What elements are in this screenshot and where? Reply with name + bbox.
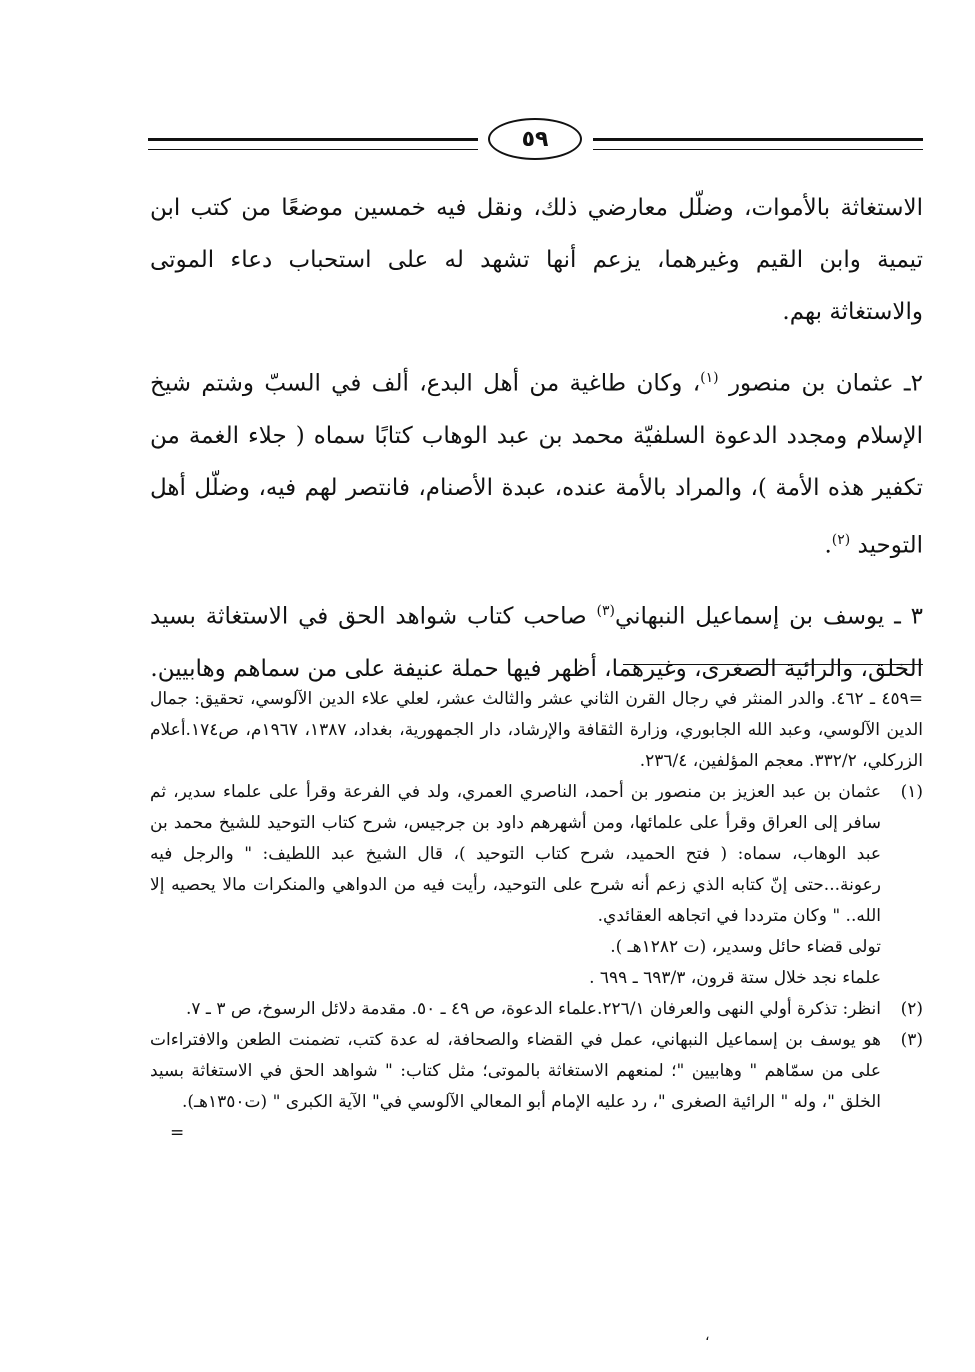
continuation-mark: = bbox=[170, 1123, 185, 1143]
footnote-separator bbox=[623, 664, 923, 665]
paragraph-3-part-b: صاحب كتاب شواهد الحق في الاستغاثة بسيد الخلق، والرائية الصغرى، وغيرهما، أظهر فيها حملة عنيفة على من سماهم وهابيين. bbox=[150, 603, 923, 682]
footnote-2-text: انظر: تذكرة أولي النهى والعرفان ٢٢٦/١.علماء الدعوة، ص ٤٩ ـ ٥٠. مقدمة دلائل الرسوخ، ص ٣ ـ ٧. bbox=[185, 999, 881, 1019]
paragraph-2-part-c: . bbox=[824, 532, 832, 559]
paragraph-1: الاستغاثة بالأموات، وضلّل معارضي ذلك، ونقل فيه خمسين موضعًا من كتب ابن تيمية وابن القيم وغيرهما، يزعم أنها تشهد له على استحباب دعاء الموتى والاستغاثة بهم. bbox=[150, 195, 923, 325]
footnote-3 bbox=[150, 1025, 923, 1118]
page-number-badge bbox=[488, 118, 582, 160]
header-rule-right bbox=[593, 138, 923, 150]
footnote-1-line-2: تولى قضاء حائل وسدير، (ت ١٢٨٢هـ ). bbox=[610, 937, 881, 957]
page-number: ٥٩ bbox=[521, 126, 549, 152]
paragraph-2-part-b: ، وكان طاغية من أهل البدع، ألف في السبّ وشتم شيخ الإسلام ومجدد الدعوة السلفيّة محمد بن عبد الوهاب كتابًا سماه ( جلاء الغمة من تكفير هذه الأمة )، والمراد بالأمة عنده، عبدة الأصنام، فانتصر لهم فيه، وضلّل أهل التوحيد bbox=[150, 370, 923, 559]
paragraph-3 bbox=[150, 585, 923, 695]
header-rule-left bbox=[148, 138, 478, 150]
paragraph-2-part-a: ٢ـ عثمان بن منصور bbox=[718, 370, 923, 397]
footnote-1-text: عثمان بن عبد العزيز بن منصور بن أحمد، الناصري العمري، ولد في الفرعة وقرأ على علماء سدير، ثم سافر إلى العراق وقرأ على علمائها، ومن أشهرهم داود بن جرجيس، شرح كتاب التوحيد للشيخ محمد بن عبد الوهاب، سماه: ( فتح الحميد، شرح كتاب التوحيد )، قال الشيخ عبد اللطيف: " والرجل فيه رعونة...حتى إنّ كتابه الذي زعم أنه شرح على التوحيد، رأيت فيه من الدواهي والمنكرات مالا يحصيه إلا الله.. " وكان مترددا في اتجاهه العقائدي. bbox=[150, 782, 881, 926]
footnote-2-number: (٢) bbox=[900, 999, 923, 1019]
footnote-3-text: هو يوسف بن إسماعيل النبهاني، عمل في القضاء والصحافة، له عدة كتب، تضمنت الطعن والافتراءات على من سمّاهم " وهابيين "؛ لمنعهم الاستغاثة بالموتى؛ مثل كتاب: " شواهد الحق في الاستغاثة بسيد الخلق "، وله " الرائية الصغرى "، رد عليه الإمام أبو المعالي الآلوسي في" الآية الكبرى " (ت١٣٥٠هـ). bbox=[150, 1030, 881, 1112]
footnote-2 bbox=[150, 994, 923, 1025]
footnote-1-line-3: علماء نجد خلال ستة قرون، ٦٩٣/٣ ـ ٦٩٩ . bbox=[589, 968, 881, 988]
footnotes bbox=[150, 684, 923, 1149]
paragraph-3-part-a: ٣ ـ يوسف بن إسماعيل النبهاني bbox=[614, 603, 923, 630]
footnote-1-number: (١) bbox=[900, 782, 923, 802]
footnote-1 bbox=[150, 777, 923, 994]
paragraph-2 bbox=[150, 352, 923, 571]
footnote-ref-1: (١) bbox=[700, 370, 719, 386]
page-header bbox=[148, 112, 923, 168]
footnote-ref-3: (٣) bbox=[596, 603, 615, 620]
main-text bbox=[150, 182, 923, 709]
footnote-continuation: =٤٥٩ ـ ٤٦٢. والدر المنثر في رجال القرن الثاني عشر والثالث عشر، لعلي علاء الدين الآلوسي، تحقيق: جمال الدين الآلوسي، وعبد الله الجابوري، وزارة الثقافة والإرشاد، دار الجمهورية، بغداد، ١٣٨٧، ١٩٦٧م، ص١٧٤.أعلام الزركلي، ٣٣٢/٢. معجم المؤلفين، ٢٣٦/٤. bbox=[150, 689, 924, 771]
footnote-3-number: (٣) bbox=[900, 1030, 923, 1050]
footnote-1-body bbox=[150, 777, 881, 994]
bottom-mark: ، bbox=[705, 1328, 710, 1344]
footnote-ref-2: (٢) bbox=[831, 531, 851, 548]
